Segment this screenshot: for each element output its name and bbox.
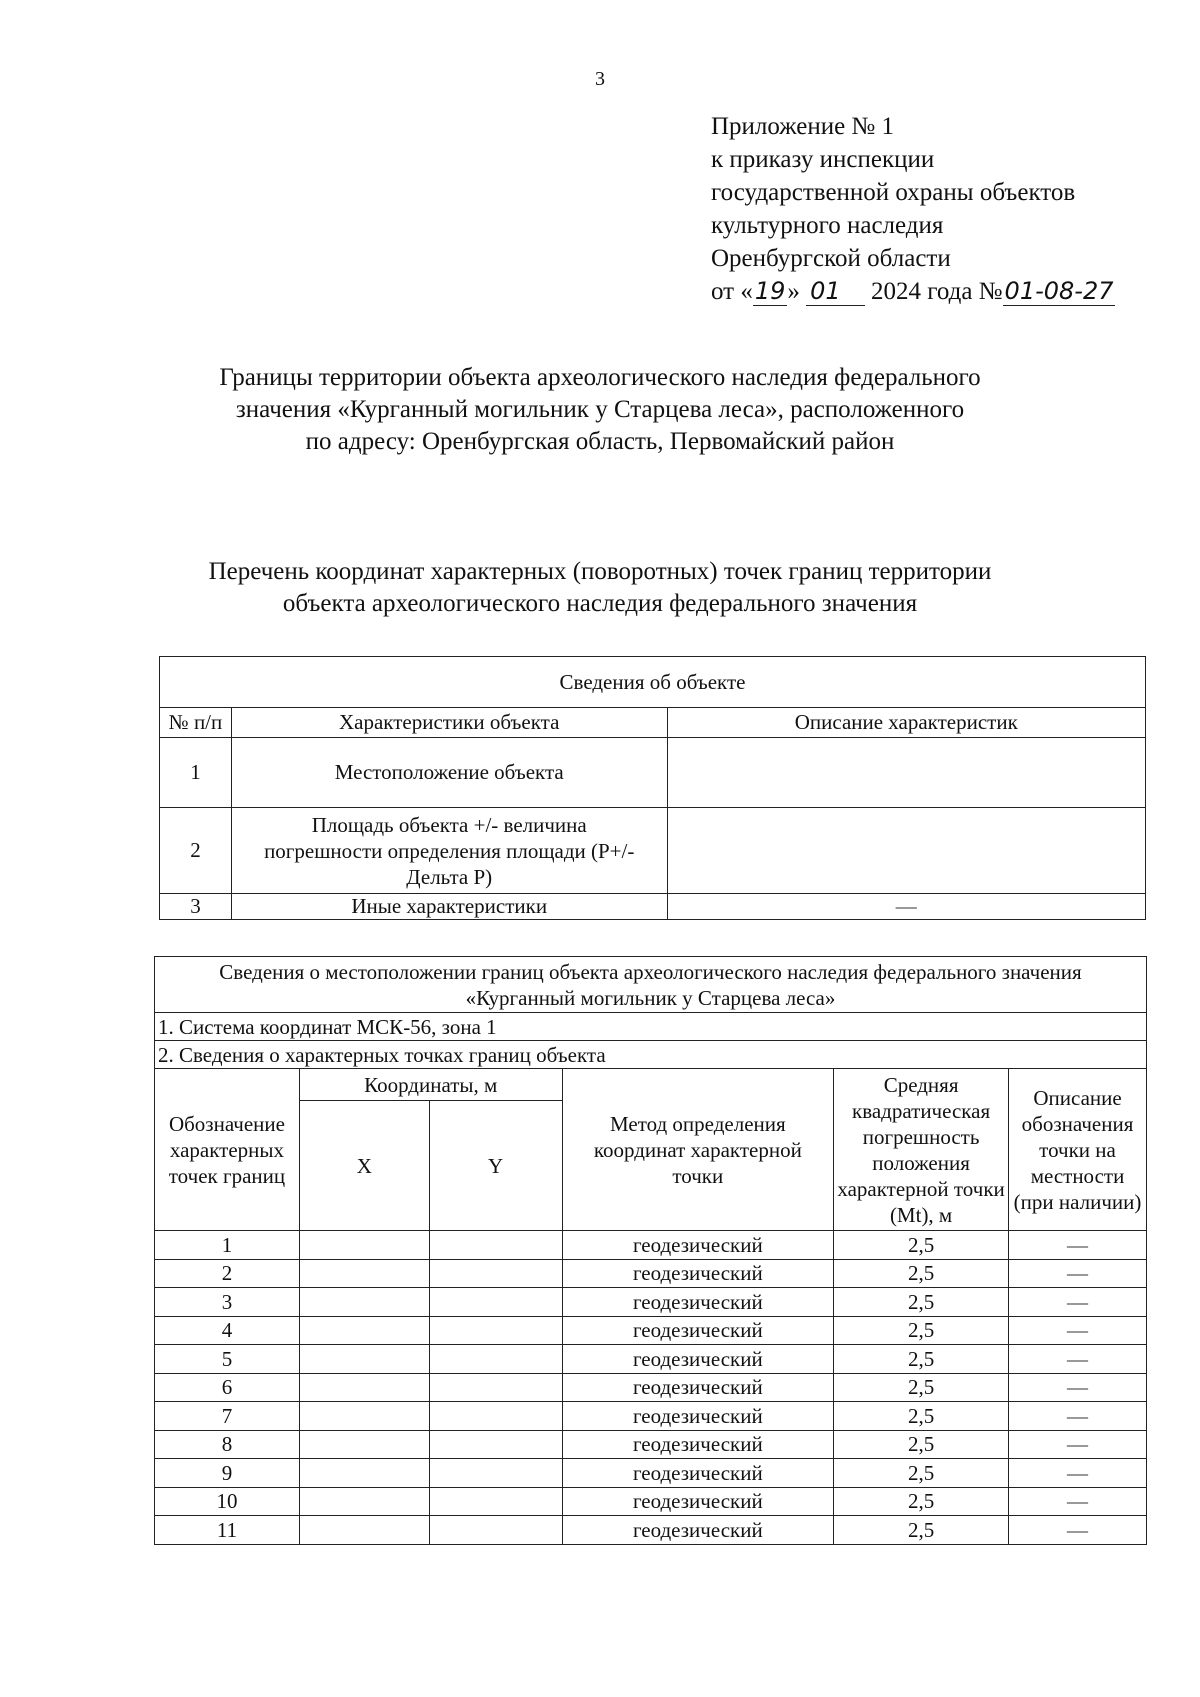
point-y xyxy=(429,1373,562,1402)
header-coordinates: Координаты, м xyxy=(299,1069,562,1101)
object-row-name: Площадь объекта +/- величина погрешности определения площади (Р+/- Дельта Р) xyxy=(231,808,667,894)
header-x: X xyxy=(299,1101,429,1231)
object-row-name: Иные характеристики xyxy=(231,894,667,920)
location-table-caption: Сведения о местоположении границ объекта археологического наследия федерального значения «Курганный могильник у Старцева леса» xyxy=(155,957,1147,1013)
point-x xyxy=(299,1231,429,1260)
point-method: геодезический xyxy=(562,1316,834,1345)
date-month: 01 xyxy=(806,277,865,306)
point-error: 2,5 xyxy=(834,1516,1009,1545)
appendix-line-2: к приказу инспекции xyxy=(711,146,935,173)
point-y xyxy=(429,1259,562,1288)
object-table-caption: Сведения об объекте xyxy=(160,657,1146,708)
point-method: геодезический xyxy=(562,1345,834,1374)
point-method: геодезический xyxy=(562,1288,834,1317)
list-title xyxy=(0,556,1200,620)
object-row-name: Местоположение объекта xyxy=(231,738,667,808)
point-y xyxy=(429,1430,562,1459)
appendix-line-4: культурного наследия xyxy=(711,212,944,239)
point-error: 2,5 xyxy=(834,1345,1009,1374)
point-x xyxy=(299,1345,429,1374)
point-num: 1 xyxy=(155,1231,300,1260)
point-num: 7 xyxy=(155,1402,300,1431)
point-desc: — xyxy=(1009,1373,1147,1402)
point-error: 2,5 xyxy=(834,1402,1009,1431)
object-row-num: 3 xyxy=(160,894,232,920)
point-desc: — xyxy=(1009,1288,1147,1317)
point-error: 2,5 xyxy=(834,1231,1009,1260)
point-num: 5 xyxy=(155,1345,300,1374)
location-table xyxy=(154,956,1147,1545)
coordinate-system: 1. Система координат МСК-56, зона 1 xyxy=(155,1013,1147,1041)
point-desc: — xyxy=(1009,1259,1147,1288)
point-desc: — xyxy=(1009,1516,1147,1545)
point-num: 2 xyxy=(155,1259,300,1288)
object-row-num: 2 xyxy=(160,808,232,894)
point-desc: — xyxy=(1009,1430,1147,1459)
point-num: 4 xyxy=(155,1316,300,1345)
point-y xyxy=(429,1288,562,1317)
point-desc: — xyxy=(1009,1316,1147,1345)
point-desc: — xyxy=(1009,1487,1147,1516)
date-sep: » xyxy=(787,278,800,305)
point-method: геодезический xyxy=(562,1430,834,1459)
point-rows xyxy=(155,1231,1147,1545)
object-row-num: 1 xyxy=(160,738,232,808)
document-title xyxy=(0,362,1200,458)
point-desc: — xyxy=(1009,1345,1147,1374)
point-x xyxy=(299,1288,429,1317)
point-error: 2,5 xyxy=(834,1373,1009,1402)
point-error: 2,5 xyxy=(834,1487,1009,1516)
point-method: геодезический xyxy=(562,1259,834,1288)
header-description: Описание характеристик xyxy=(667,708,1145,738)
appendix-line-1: Приложение № 1 xyxy=(711,113,895,140)
object-row-desc xyxy=(667,808,1145,894)
header-num: № п/п xyxy=(160,708,232,738)
point-desc: — xyxy=(1009,1402,1147,1431)
point-y xyxy=(429,1316,562,1345)
point-method: геодезический xyxy=(562,1516,834,1545)
appendix-line-3: государственной охраны объектов xyxy=(711,179,1076,206)
point-desc: — xyxy=(1009,1231,1147,1260)
title-line-1: Границы территории объекта археологического наследия федерального xyxy=(219,364,981,391)
point-method: геодезический xyxy=(562,1402,834,1431)
date-day: 19 xyxy=(754,277,786,305)
point-num: 8 xyxy=(155,1430,300,1459)
page-number: 3 xyxy=(595,68,605,90)
point-x xyxy=(299,1373,429,1402)
point-method: геодезический xyxy=(562,1487,834,1516)
point-x xyxy=(299,1402,429,1431)
header-error: Средняя квадратическая погрешность положения характерной точки (Mt), м xyxy=(834,1069,1009,1231)
point-method: геодезический xyxy=(562,1231,834,1260)
header-y: Y xyxy=(429,1101,562,1231)
object-row-desc: — xyxy=(667,894,1145,920)
appendix-line-5: Оренбургской области xyxy=(711,245,951,272)
point-num: 9 xyxy=(155,1459,300,1488)
point-y xyxy=(429,1231,562,1260)
point-y xyxy=(429,1459,562,1488)
point-x xyxy=(299,1259,429,1288)
title-line-3: по адресу: Оренбургская область, Первомайский район xyxy=(305,428,895,455)
point-num: 6 xyxy=(155,1373,300,1402)
point-error: 2,5 xyxy=(834,1259,1009,1288)
appendix-block xyxy=(711,110,1115,308)
header-designation: Обозначение характерных точек границ xyxy=(155,1069,300,1231)
header-method: Метод определения координат характерной точки xyxy=(562,1069,834,1231)
point-x xyxy=(299,1316,429,1345)
order-number: 01-08-27 xyxy=(1004,277,1114,305)
point-x xyxy=(299,1516,429,1545)
point-y xyxy=(429,1345,562,1374)
point-y xyxy=(429,1487,562,1516)
point-y xyxy=(429,1402,562,1431)
point-x xyxy=(299,1430,429,1459)
point-error: 2,5 xyxy=(834,1430,1009,1459)
list-title-line-1: Перечень координат характерных (поворотных) точек границ территории xyxy=(208,558,992,585)
point-num: 11 xyxy=(155,1516,300,1545)
header-characteristics: Характеристики объекта xyxy=(231,708,667,738)
point-error: 2,5 xyxy=(834,1459,1009,1488)
points-caption: 2. Сведения о характерных точках границ объекта xyxy=(155,1041,1147,1069)
point-desc: — xyxy=(1009,1459,1147,1488)
appendix-date-line xyxy=(711,275,1115,308)
date-year: 2024 года № xyxy=(870,278,1003,305)
point-x xyxy=(299,1487,429,1516)
point-num: 10 xyxy=(155,1487,300,1516)
point-method: геодезический xyxy=(562,1459,834,1488)
point-error: 2,5 xyxy=(834,1316,1009,1345)
point-error: 2,5 xyxy=(834,1288,1009,1317)
object-info-table xyxy=(159,656,1146,920)
point-num: 3 xyxy=(155,1288,300,1317)
point-x xyxy=(299,1459,429,1488)
title-line-2: значения «Курганный могильник у Старцева леса», расположенного xyxy=(235,396,965,423)
object-row-desc xyxy=(667,738,1145,808)
list-title-line-2: объекта археологического наследия федерального значения xyxy=(282,590,918,617)
point-y xyxy=(429,1516,562,1545)
header-point-description: Описание обозначения точки на местности (при наличии) xyxy=(1009,1069,1147,1231)
point-method: геодезический xyxy=(562,1373,834,1402)
date-prefix: от « xyxy=(711,278,753,305)
